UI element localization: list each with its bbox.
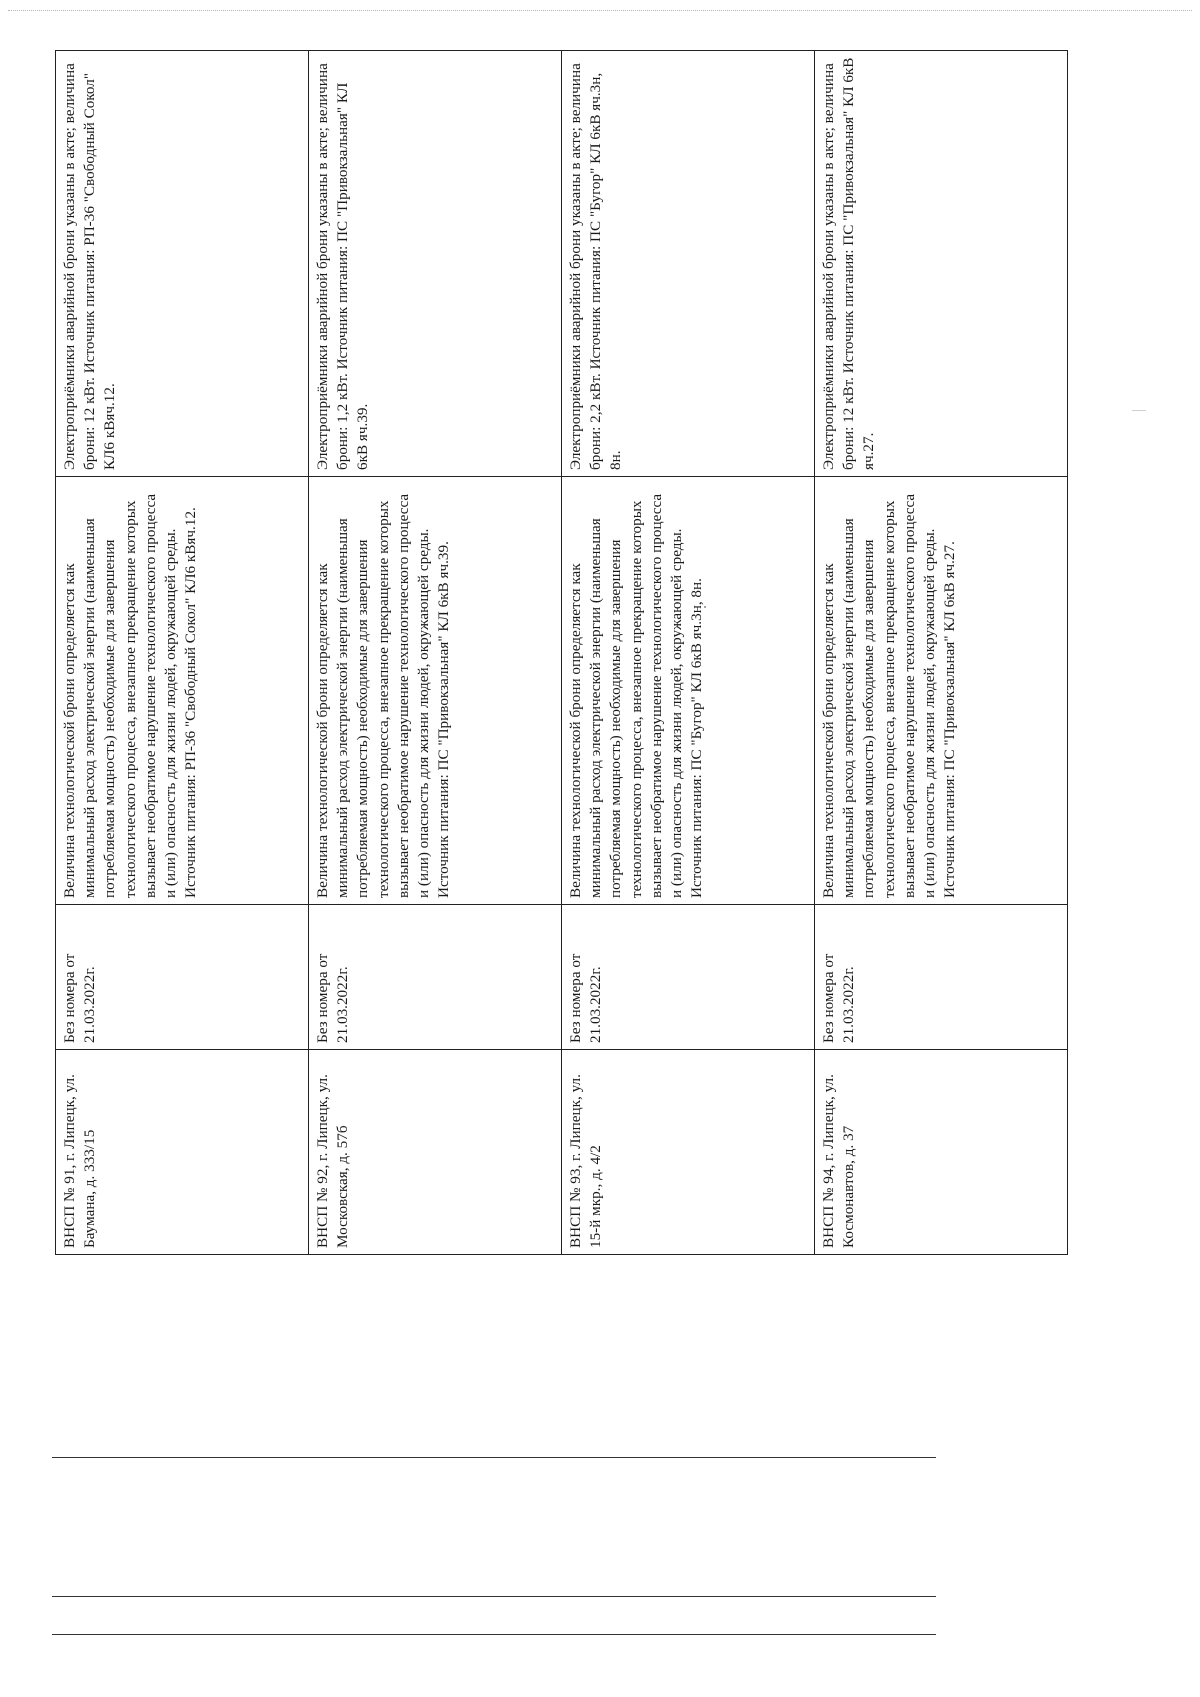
power-reserve-table <box>55 50 1068 1255</box>
act-text: Без номера от 21.03.2022г. <box>567 953 605 1043</box>
act-cell <box>562 905 815 1050</box>
act-cell <box>56 905 309 1050</box>
object-cell <box>815 1050 1068 1255</box>
page-top-border <box>8 10 1192 11</box>
table-row <box>815 51 1068 1255</box>
emergency-reserve-cell <box>56 51 309 477</box>
signature-line <box>52 1634 936 1635</box>
act-cell <box>309 905 562 1050</box>
reserve-table-rotated <box>55 51 1039 1255</box>
tech-reserve-text: Величина технологической брони определяется как минимальный расход электрической энергии (наименьшая потребляемая мощность) необходимые для завершения технологического процесса, внезапное прекращение которых вызывает необратимое нарушение технологического процесса и (или) опасность для жизни людей, окружающей среды. Источник питания: ПС "Привокзальная" КЛ 6кВ яч.27. <box>820 493 959 898</box>
object-text: ВНСП № 94, г. Липецк, ул. Космонавтов, д. 37 <box>820 1074 858 1248</box>
object-text: ВНСП № 92, г. Липецк, ул. Московская, д. 57б <box>314 1074 352 1248</box>
margin-mark <box>1132 410 1146 411</box>
object-cell <box>56 1050 309 1255</box>
emergency-reserve-text: Электроприёмники аварийной брони указаны в акте; величина брони: 12 кВт. Источник питания: РП-36 "Свободный Сокол" КЛ6 кВяч.12. <box>61 63 119 470</box>
object-text: ВНСП № 91, г. Липецк, ул. Баумана, д. 333/15 <box>61 1074 99 1248</box>
tech-reserve-text: Величина технологической брони определяется как минимальный расход электрической энергии (наименьшая потребляемая мощность) необходимые для завершения технологического процесса, внезапное прекращение которых вызывает необратимое нарушение технологического процесса и (или) опасность для жизни людей, окружающей среды. Источник питания: ПС "Бугор" КЛ 6кВ яч.3н, 8н. <box>567 493 706 898</box>
tech-reserve-text: Величина технологической брони определяется как минимальный расход электрической энергии (наименьшая потребляемая мощность) необходимые для завершения технологического процесса, внезапное прекращение которых вызывает необратимое нарушение технологического процесса и (или) опасность для жизни людей, окружающей среды. Источник питания: ПС "Привокзальная" КЛ 6кВ яч.39. <box>314 493 453 898</box>
act-cell <box>815 905 1068 1050</box>
act-text: Без номера от 21.03.2022г. <box>820 953 858 1043</box>
signature-line <box>52 1457 936 1458</box>
signature-line <box>52 1596 936 1597</box>
tech-reserve-cell <box>56 477 309 905</box>
tech-reserve-text: Величина технологической брони определяется как минимальный расход электрической энергии (наименьшая потребляемая мощность) необходимые для завершения технологического процесса, внезапное прекращение которых вызывает необратимое нарушение технологического процесса и (или) опасность для жизни людей, окружающей среды. Источник питания: РП-36 "Свободный Сокол" КЛ6 кВяч.12. <box>61 493 200 898</box>
object-cell <box>309 1050 562 1255</box>
act-text: Без номера от 21.03.2022г. <box>314 953 352 1043</box>
emergency-reserve-text: Электроприёмники аварийной брони указаны в акте; величина брони: 12 кВт. Источник питания: ПС "Привокзальная" КЛ 6кВ яч.27. <box>820 57 878 470</box>
tech-reserve-cell <box>815 477 1068 905</box>
table-row <box>309 51 562 1255</box>
emergency-reserve-cell <box>815 51 1068 477</box>
object-text: ВНСП № 93, г. Липецк, ул. 15-й мкр., д. 4/2 <box>567 1074 605 1248</box>
emergency-reserve-text: Электроприёмники аварийной брони указаны в акте; величина брони: 1,2 кВт. Источник питания: ПС "Привокзальная" КЛ 6кВ яч.39. <box>314 63 372 470</box>
emergency-reserve-cell <box>309 51 562 477</box>
object-cell <box>562 1050 815 1255</box>
emergency-reserve-cell <box>562 51 815 477</box>
act-text: Без номера от 21.03.2022г. <box>61 953 99 1043</box>
table-row <box>562 51 815 1255</box>
tech-reserve-cell <box>309 477 562 905</box>
tech-reserve-cell <box>562 477 815 905</box>
table-row <box>56 51 309 1255</box>
emergency-reserve-text: Электроприёмники аварийной брони указаны в акте; величина брони: 2,2 кВт. Источник питания: ПС "Бугор" КЛ 6кВ яч.3н, 8н. <box>567 63 625 470</box>
